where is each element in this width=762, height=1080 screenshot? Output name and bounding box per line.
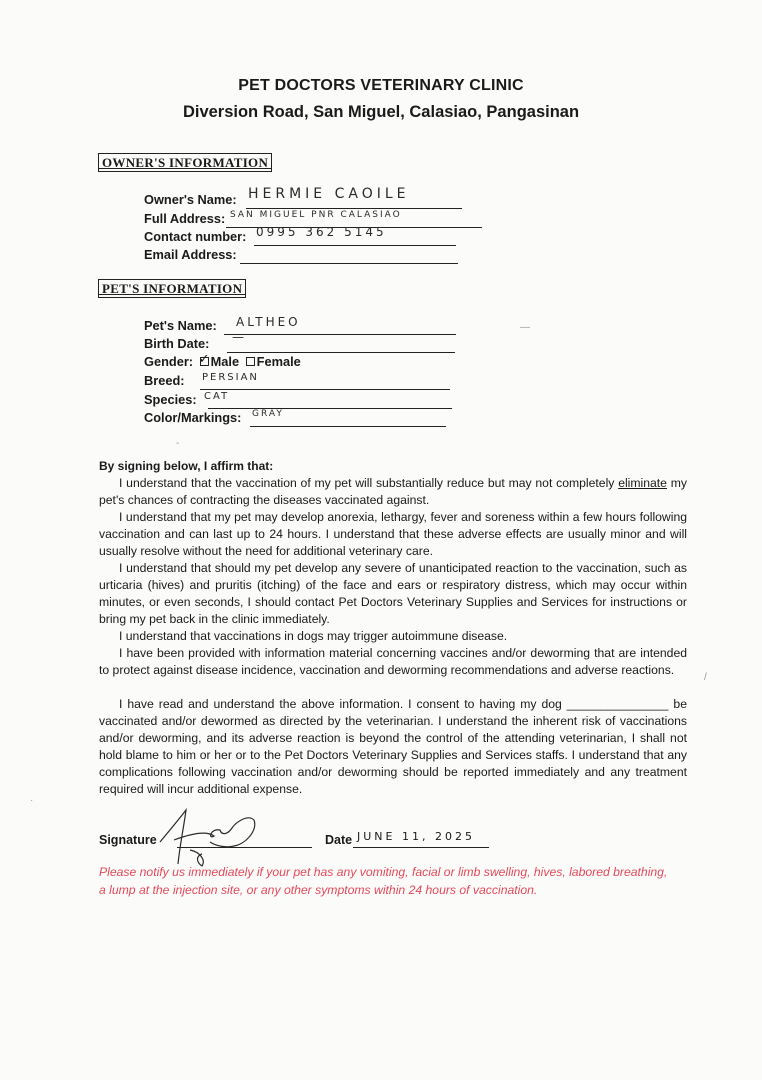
owner-email-field bbox=[144, 247, 237, 265]
owner-name-field bbox=[144, 186, 410, 210]
eliminate-word: eliminate bbox=[618, 476, 667, 490]
handwritten-signature-icon bbox=[150, 800, 265, 870]
affirmation-paragraph-3 bbox=[99, 560, 687, 628]
affirmation-p4-text: I understand that vaccinations in dogs may trigger autoimmune disease. bbox=[119, 629, 508, 643]
pet-gender-label: Gender: bbox=[144, 354, 194, 369]
owner-contact-field bbox=[144, 225, 387, 247]
affirmation-paragraph-6 bbox=[99, 696, 687, 798]
pet-species-field bbox=[144, 391, 230, 410]
date-label: Date bbox=[325, 833, 353, 847]
owner-address-value: SAN MIGUEL PNR CALASIAO bbox=[230, 210, 402, 220]
owner-email-label: Email Address: bbox=[144, 247, 237, 262]
owner-section-title-text: OWNER'S INFORMATION bbox=[102, 155, 269, 170]
owner-address-field bbox=[144, 210, 402, 229]
pet-name-field bbox=[144, 315, 301, 336]
pet-birthdate-label: Birth Date: bbox=[144, 336, 210, 351]
affirmation-p2-text: I understand that my pet may develop anorexia, lethargy, fever and soreness within a few hours following vaccination and can last up to 24 hours. I understand that these adverse effects are usually minor and will usually resolve without the need for additional veterinary care. bbox=[99, 510, 687, 558]
affirmation-p5-text: I have been provided with information material concerning vaccines and/or deworming that are intended to protect against disease incidence, vaccination and deworming recommendations and adverse reactions. bbox=[99, 646, 687, 677]
affirmation-paragraph-5 bbox=[99, 645, 687, 679]
gender-female-label: Female bbox=[256, 354, 301, 369]
signature-label: Signature bbox=[99, 833, 157, 847]
pet-section-title-text: PET'S INFORMATION bbox=[102, 281, 243, 296]
affirmation-paragraph-1 bbox=[99, 475, 687, 509]
pet-color-field bbox=[144, 409, 284, 428]
pet-name-value: ALTHEO bbox=[236, 315, 301, 329]
clinic-name: PET DOCTORS VETERINARY CLINIC bbox=[238, 77, 524, 94]
pet-breed-field bbox=[144, 372, 259, 391]
owner-contact-label: Contact number: bbox=[144, 229, 247, 244]
pet-color-value: GRAY bbox=[252, 409, 284, 419]
affirmation-p1-text-end: my pet's chances of contracting the diseases vaccinated against. bbox=[99, 476, 688, 507]
post-vaccination-warning-note: Please notify us immediately if your pet has any vomiting, facial or limb swelling, hives, labored breathing, a lump at the injection site, or any other symptoms within 24 hours of vaccination. bbox=[99, 865, 668, 897]
owner-address-label: Full Address: bbox=[144, 211, 226, 226]
pet-species-value: CAT bbox=[204, 391, 230, 402]
clinic-address: Diversion Road, San Miguel, Calasiao, Pangasinan bbox=[182, 103, 580, 121]
affirmation-heading: By signing below, I affirm that: bbox=[99, 459, 274, 473]
owner-name-value: HERMIE CAOILE bbox=[248, 186, 410, 202]
owner-contact-value: 0995 362 5145 bbox=[256, 225, 387, 239]
gender-male-label: Male bbox=[210, 354, 240, 369]
affirmation-paragraph-2 bbox=[99, 509, 687, 560]
male-checkbox-icon bbox=[198, 351, 210, 367]
affirmation-p6-text: I have read and understand the above information. I consent to having my dog _______________ be vaccinated and/or dewormed as directed by the veterinarian. I understand the inherent risk of vaccinations and/or deworming, and its adverse reaction is beyond the control of the attending veterinarian, I shall not hold blame to him or her or to the Pet Doctors Veterinary Supplies and Services staffs. I understand that any complications following vaccination and/or deworming should be reported immediately and any treatment required will incur additional expense. bbox=[99, 697, 687, 796]
affirmation-paragraph-4 bbox=[99, 628, 687, 645]
date-line[interactable] bbox=[353, 847, 489, 848]
pet-birthdate-value: — bbox=[232, 330, 247, 344]
pet-species-label: Species: bbox=[144, 392, 197, 407]
female-checkbox-icon bbox=[246, 357, 255, 366]
pet-name-label: Pet's Name: bbox=[144, 318, 217, 333]
affirmation-p1-text: I understand that the vaccination of my pet will substantially reduce but may not completely bbox=[119, 476, 615, 490]
owner-section-title bbox=[98, 153, 272, 172]
owner-name-label: Owner's Name: bbox=[144, 192, 237, 207]
affirmation-p3-text: I understand that should my pet develop any severe of unanticipated reaction to the vaccination, such as urticaria (hives) and pruritis (itching) of the face and ears or respiratory distress, which may occur within minutes, or even seconds, I should contact Pet Doctors Veterinary Supplies and Services for instructions or bring my pet back in the clinic immediately. bbox=[99, 561, 687, 626]
pet-color-label: Color/Markings: bbox=[144, 410, 242, 425]
pet-section-title bbox=[98, 279, 246, 298]
pet-gender-field bbox=[144, 351, 301, 369]
pet-breed-value: PERSIAN bbox=[202, 372, 259, 383]
pet-breed-label: Breed: bbox=[144, 373, 185, 388]
form-page: PET DOCTORS VETERINARY CLINIC Diversion Road, San Miguel, Calasiao, Pangasinan OWNER'S INFORMATION Owner's Name: HERMIE CAOILE Full Address: SAN MIGUEL PNR CALASIAO Contact number: 0995 362 5145 Email Address: PET'S INFORMATION Pet's Name: ALTHEO Birth Date: — Gender: ✓ Male Female Breed: PERSIAN Species: CAT Color/Markings: GRAY By signing below, I affirm that: I understand that the vaccination of my pet will substantially reduce but may not completely eliminate my pet's chances of contracting the diseases vaccinated against. I understand that my pet may develop anorexia, lethargy, fever and soreness within a few hours following vaccination and can last up to 24 hours. I understand that these adverse effects are usually minor and will usually resolve without the need for additional veterinary care. I understand that should my pet develop any severe of unanticipated reaction to the vaccination, such as urticaria (hives) and pruritis (itching) of the face and ears or respiratory distress, which may occur within minutes, or even seconds, I should contact Pet Doctors Veterinary Supplies and Services for instructions or bring my pet back in the clinic immediately. I understand that vaccinations in dogs may trigger autoimmune disease. I have been provided with information material concerning vaccines and/or deworming that are intended to protect against disease incidence, vaccination and deworming recommendations and adverse reactions. I have read and understand the above information. I consent to having my dog _______________ be vaccinated and/or dewormed as directed by the veterinarian. I understand the inherent risk of vaccinations and/or deworming, and its adverse reaction is beyond the control of the attending veterinarian, I shall not hold blame to him or her or to the Pet Doctors Veterinary Supplies and Services staffs. I understand that any complications following vaccination and/or deworming should be reported immediately and any treatment required will incur additional expense. Signature Date JUNE 11, 2025 Please notify us immediately if your pet has any vomiting, facial or limb swelling, hives, labored breathing, a lump at the injection site, or any other symptoms within 24 hours of vaccination. — - / · bbox=[0, 0, 762, 1080]
check-mark-icon: ✓ bbox=[198, 351, 210, 367]
date-value: JUNE 11, 2025 bbox=[357, 830, 475, 843]
